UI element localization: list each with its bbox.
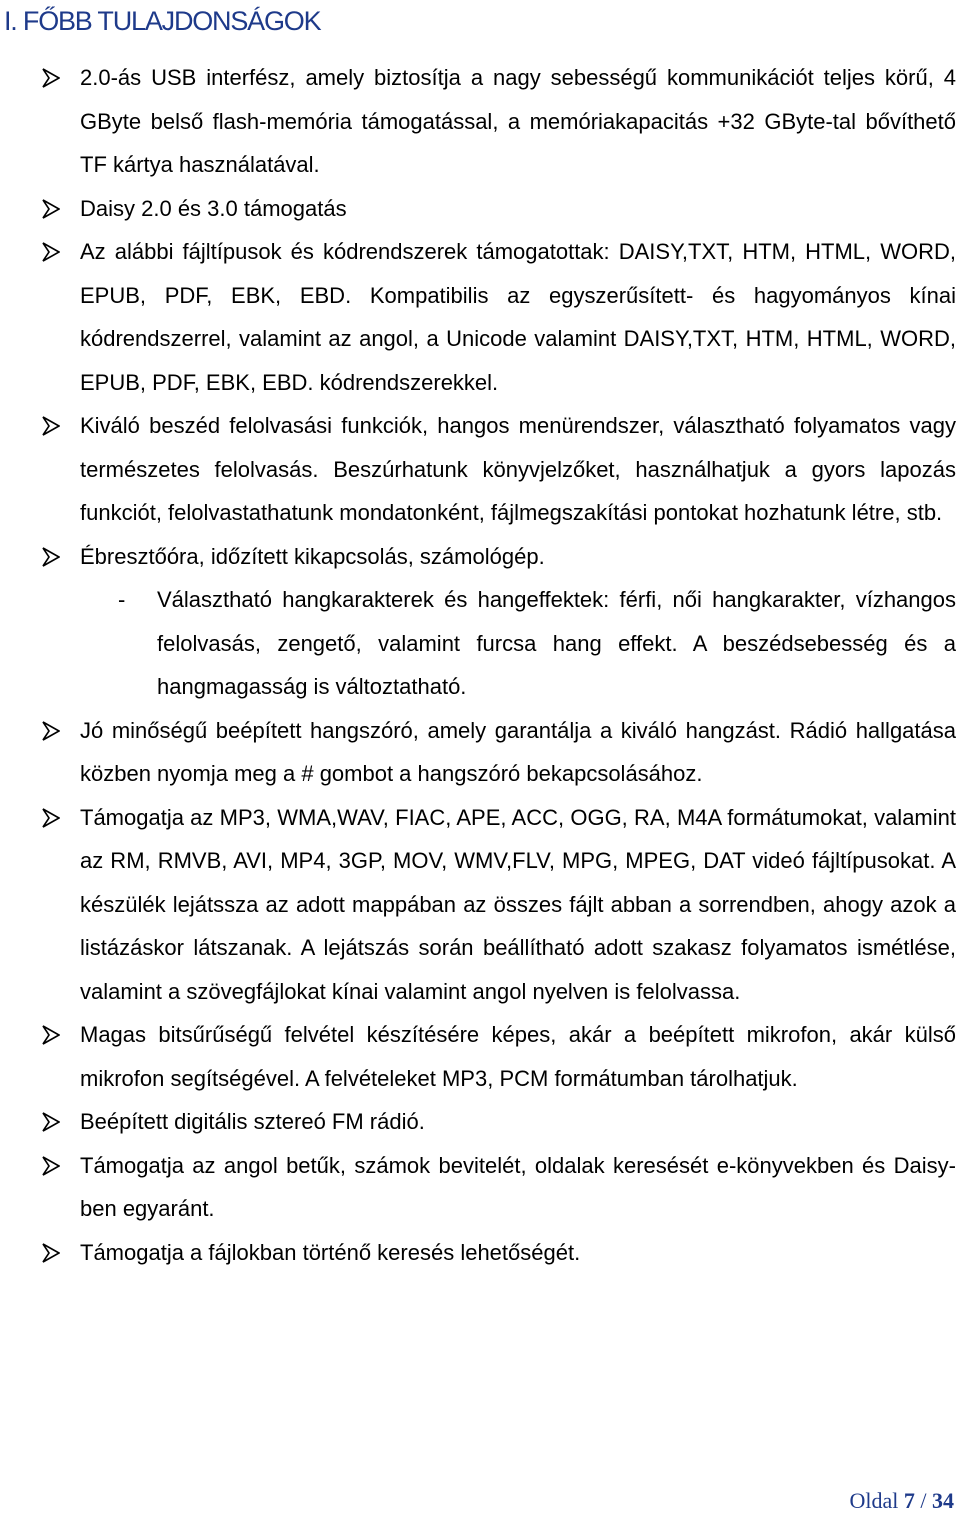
list-item (0, 709, 960, 796)
arrowhead-bullet-icon (42, 808, 60, 828)
list-item-text: Beépített digitális sztereó FM rádió. (80, 1109, 425, 1134)
list-item-text: Kiváló beszéd felolvasási funkciók, hangos menürendszer, választható folyamatos vagy természetes felolvasás. Beszúrhatunk könyvjelzőket, használhatjuk a gyors lapozás funkciót, felolvastathatunk mondatonként, fájlmegszakítási pontokat hozhatunk létre, stb. (80, 413, 956, 525)
list-item-text: Daisy 2.0 és 3.0 támogatás (80, 195, 347, 221)
list-item (0, 1100, 960, 1144)
arrowhead-bullet-icon (42, 547, 60, 567)
list-item (0, 56, 960, 187)
list-item (0, 1144, 960, 1231)
arrowhead-bullet-icon (42, 721, 60, 741)
list-item (0, 535, 960, 579)
arrowhead-bullet-icon (42, 199, 60, 219)
list-item-text: Támogatja a fájlokban történő keresés lehetőségét. (80, 1239, 581, 1265)
arrowhead-bullet-icon (42, 1156, 60, 1176)
page-separator: / (920, 1488, 927, 1513)
total-pages: 34 (932, 1488, 954, 1513)
current-page: 7 (903, 1488, 915, 1513)
arrowhead-bullet-icon (42, 1243, 60, 1263)
list-item (0, 796, 960, 1014)
arrowhead-bullet-icon (42, 68, 60, 88)
list-item-text: Támogatja az angol betűk, számok bevitelét, oldalak keresését e-könyvekben és Daisy-ben egyaránt. (80, 1152, 956, 1221)
sub-list-item-text: Választható hangkarakterek és hangeffektek: férfi, női hangkarakter, vízhangos felolvasás, zengető, valamint furcsa hang effekt. A beszédsebesség és a hangmagasság is változtatható. (157, 587, 956, 699)
list-item (0, 1231, 960, 1275)
list-item (0, 187, 960, 231)
feature-list (0, 56, 960, 1274)
page-number-footer (849, 1488, 954, 1514)
arrowhead-bullet-icon (42, 1112, 60, 1132)
list-item (0, 1013, 960, 1100)
sub-list-item (0, 578, 960, 709)
dash-marker: - (118, 587, 126, 612)
list-item (0, 404, 960, 535)
list-item-text: 2.0-ás USB interfész, amely biztosítja a nagy sebességű kommunikációt teljes körű, 4 GByte belső flash-memória támogatással, a memóriakapacitás +32 GByte-tal bővíthető TF kártya használatával. (80, 65, 956, 177)
list-item-text: Az alábbi fájltípusok és kódrendszerek támogatottak: DAISY,TXT, HTM, HTML, WORD, EPUB, PDF, EBK, EBD. Kompatibilis az egyszerűsített- és hagyományos kínai kódrendszerrel, valamint az angol, a Unicode valamint DAISY,TXT, HTM, HTML, WORD, EPUB, PDF, EBK, EBD. kódrendszerekkel. (80, 239, 956, 395)
arrowhead-bullet-icon (42, 1025, 60, 1045)
arrowhead-bullet-icon (42, 416, 60, 436)
page-label: Oldal (849, 1488, 899, 1513)
list-item (0, 230, 960, 404)
section-heading: I. FŐBB TULAJDONSÁGOK (4, 6, 321, 36)
list-item-text: Ébresztőóra, időzített kikapcsolás, számológép. (80, 543, 545, 569)
list-item-text: Jó minőségű beépített hangszóró, amely garantálja a kiváló hangzást. Rádió hallgatása közben nyomja meg a # gombot a hangszóró bekapcsolásához. (80, 717, 956, 786)
arrowhead-bullet-icon (42, 242, 60, 262)
list-item-text: Magas bitsűrűségű felvétel készítésére képes, akár a beépített mikrofon, akár külső mikrofon segítségével. A felvételeket MP3, PCM formátumban tárolhatjuk. (80, 1022, 956, 1091)
list-item-text: Támogatja az MP3, WMA,WAV, FIAC, APE, ACC, OGG, RA, M4A formátumokat, valamint az RM, RMVB, AVI, MP4, 3GP, MOV, WMV,FLV, MPG, MPEG, DAT videó fájltípusokat. A készülék lejátssza az adott mappában az összes fájlt abban a sorrendben, ahogy azok a listázáskor látszanak. A lejátszás során beállítható adott szakasz folyamatos ismétlése, valamint a szövegfájlokat kínai valamint angol nyelven is felolvassa. (80, 804, 956, 1004)
